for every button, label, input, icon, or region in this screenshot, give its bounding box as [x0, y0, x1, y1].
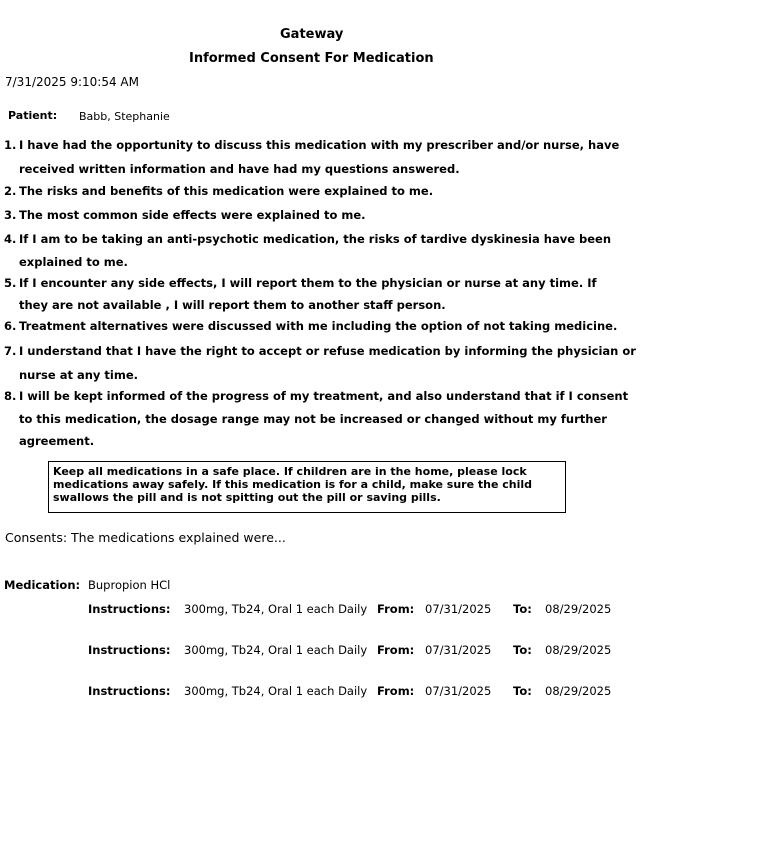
form-title: Informed Consent For Medication — [189, 51, 434, 66]
to-label: To: — [513, 643, 532, 657]
medication-label: Medication: — [4, 578, 81, 592]
to-date: 08/29/2025 — [545, 602, 612, 616]
item-1-number: 1. — [4, 138, 17, 152]
item-7-line-2: nurse at any time. — [19, 368, 138, 382]
item-4-line-1: If I am to be taking an anti-psychotic medication, the risks of tardive dyskinesia have been — [19, 232, 612, 246]
consents-text: Consents: The medications explained were... — [5, 530, 286, 545]
instructions-value: 300mg, Tb24, Oral 1 each Daily — [184, 602, 368, 616]
item-1-line-1: I have had the opportunity to discuss this medication with my prescriber and/or nurse, have — [19, 138, 620, 152]
item-3-number: 3. — [4, 208, 17, 222]
instructions-label: Instructions: — [88, 684, 171, 698]
item-3-line-1: The most common side effects were explained to me. — [19, 208, 366, 222]
from-label: From: — [377, 602, 415, 616]
from-date: 07/31/2025 — [425, 684, 492, 698]
item-2-number: 2. — [4, 184, 17, 198]
item-2-line-1: The risks and benefits of this medication were explained to me. — [19, 184, 434, 198]
item-6-line-1: Treatment alternatives were discussed with me including the option of not taking medicine. — [19, 319, 618, 333]
instructions-value: 300mg, Tb24, Oral 1 each Daily — [184, 643, 368, 657]
to-label: To: — [513, 684, 532, 698]
item-5-line-1: If I encounter any side effects, I will report them to the physician or nurse at any time. If — [19, 276, 597, 290]
item-8-line-3: agreement. — [19, 434, 95, 448]
item-7-line-1: I understand that I have the right to accept or refuse medication by informing the physician or — [19, 344, 636, 358]
notice-line: Keep all medications in a safe place. If children are in the home, please lock — [53, 465, 527, 478]
instructions-value: 300mg, Tb24, Oral 1 each Daily — [184, 684, 368, 698]
patient-name: Babb, Stephanie — [79, 110, 170, 123]
medication-name: Bupropion HCl — [88, 578, 171, 592]
to-date: 08/29/2025 — [545, 643, 612, 657]
from-date: 07/31/2025 — [425, 602, 492, 616]
notice-line: medications away safely. If this medication is for a child, make sure the child — [53, 478, 533, 491]
instructions-label: Instructions: — [88, 643, 171, 657]
from-date: 07/31/2025 — [425, 643, 492, 657]
from-label: From: — [377, 643, 415, 657]
org-name: Gateway — [280, 27, 344, 42]
patient-label: Patient: — [8, 109, 58, 122]
safety-notice-box — [48, 461, 566, 513]
notice-line: swallows the pill and is not spitting out the pill or saving pills. — [53, 491, 441, 504]
item-4-number: 4. — [4, 232, 17, 246]
from-label: From: — [377, 684, 415, 698]
timestamp: 7/31/2025 9:10:54 AM — [5, 75, 139, 89]
to-label: To: — [513, 602, 532, 616]
item-6-number: 6. — [4, 319, 17, 333]
item-8-number: 8. — [4, 389, 17, 403]
item-7-number: 7. — [4, 344, 17, 358]
item-8-line-2: to this medication, the dosage range may not be increased or changed without my further — [19, 412, 607, 426]
item-5-number: 5. — [4, 276, 17, 290]
to-date: 08/29/2025 — [545, 684, 612, 698]
item-5-line-2: they are not available , I will report them to another staff person. — [19, 298, 446, 312]
item-4-line-2: explained to me. — [19, 255, 128, 269]
instructions-label: Instructions: — [88, 602, 171, 616]
item-8-line-1: I will be kept informed of the progress of my treatment, and also understand that if I consent — [19, 389, 629, 403]
item-1-line-2: received written information and have had my questions answered. — [19, 162, 460, 176]
